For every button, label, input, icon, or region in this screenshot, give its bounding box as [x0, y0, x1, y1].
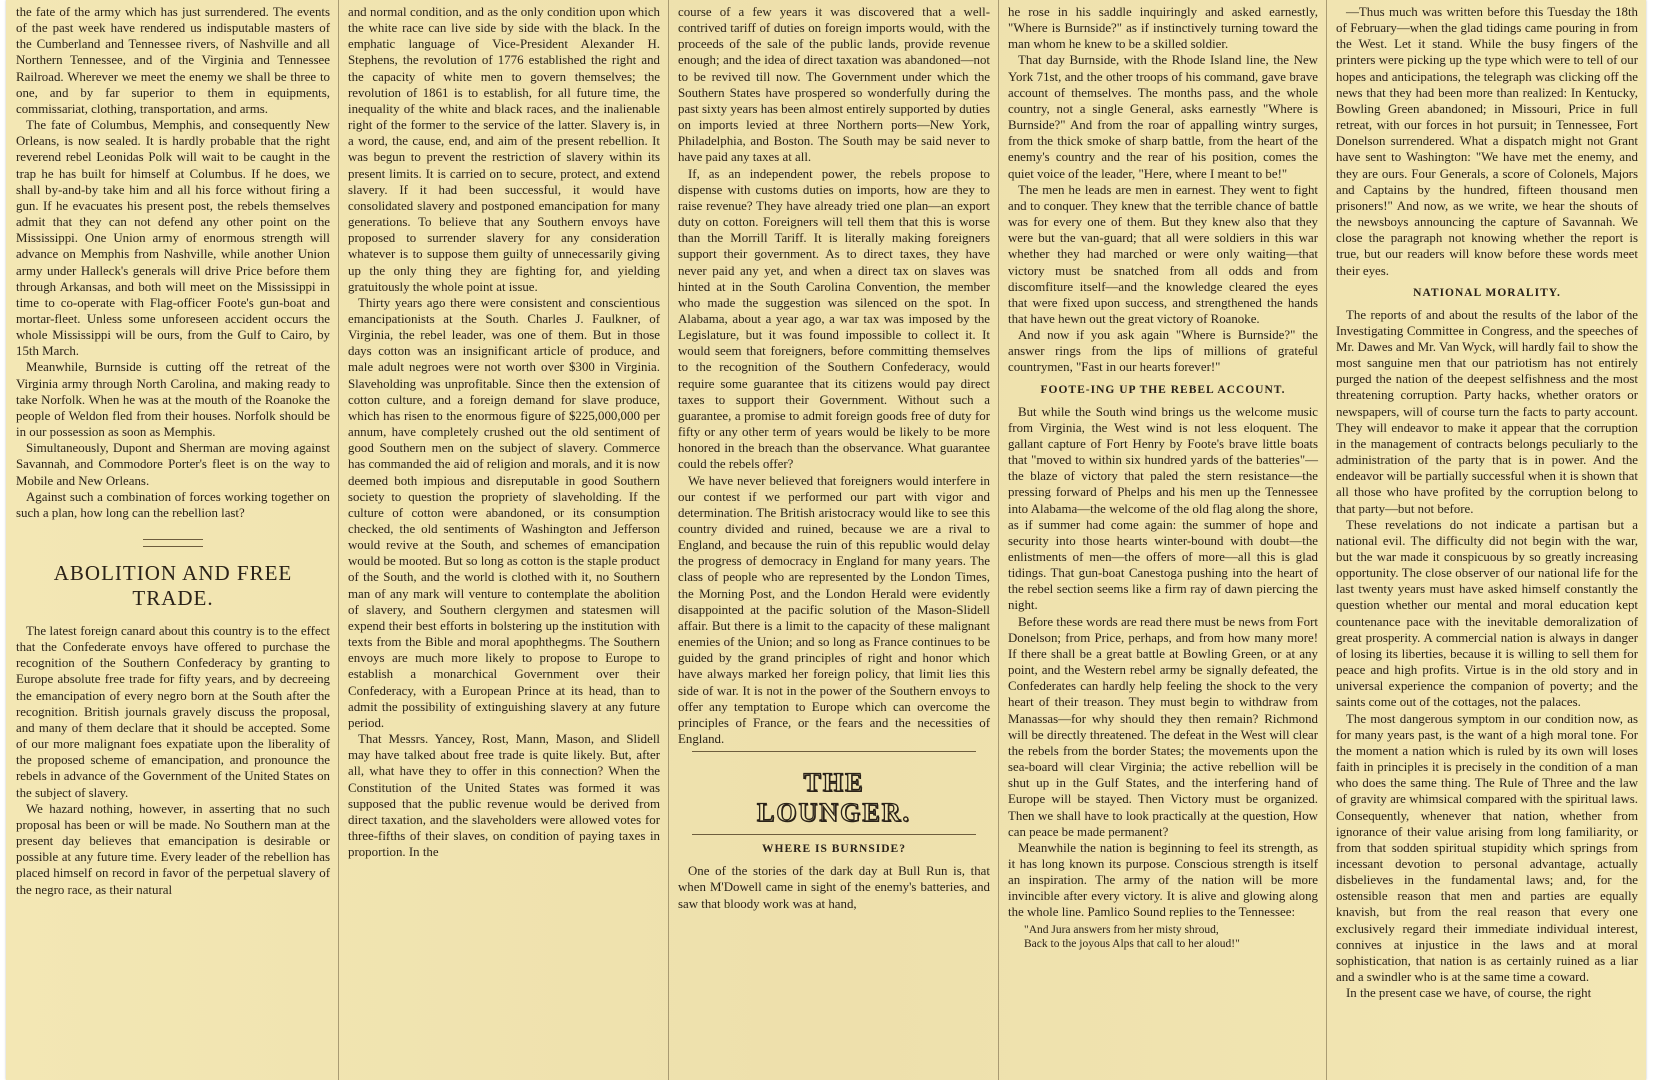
column-3 [668, 0, 998, 1080]
paragraph: One of the stories of the dark day at Bull Run is, that when M'Dowell came in sight of the enemy's batteries, and saw that bloody work was at hand, [678, 864, 990, 911]
paragraph: Before these words are read there must be news from Fort Donelson; from Price, perhaps, and from how many more! If there shall be a great battle at Bowling Green, or at any point, and the Western rebel army be signally defeated, the Confederates can hardly help feeling the shock to the very heart of their treason. They must begin to withdraw from Manassas—for why should they then remain? Richmond will be directly threatened. The defeat in the West will clear the rebels from the border States; the movements upon the sea-board will clear Virginia; the active rebellion will be shut up in the Gulf States, and the interfering hand of Europe will be stayed. Then Victory must be organized. Then we shall have to look practically at the question, How can peace be made permanent? [1008, 614, 1318, 839]
paragraph: If, as an independent power, the rebels propose to dispense with customs duties on imports, how are they to raise revenue? They have already tried one plan—an export duty on cotton. Foreigners will tell them that this is worse than the Morrill Tariff. It is literally making foreigners support their government. As to direct taxes, they have never paid any yet, and when a direct tax on slaves was hinted at in the South Carolina Convention, the member who made the suggestion was silenced on the spot. In Alabama, about a year ago, a war tax was imposed by the Legislature, but it was found impossible to collect it. It would seem that foreigners, before committing themselves to the recognition of the Southern Confederacy, would require some guarantee that its citizens would pay direct taxes to support their Government. Without such a guarantee, a promise to admit foreign goods free of duty for fifty or any other term of years would be likely to be more honored in the breach than the observance. What guarantee could the rebels offer? [678, 166, 990, 472]
paragraph: That day Burnside, with the Rhode Island line, the New York 71st, and the other troops of his command, gave brave account of themselves. The months pass, and the whole country, not a single General, asks earnestly "Where is Burnside?" And from the roar of appalling wintry surges, from the thick smoke of sharp battle, from the heart of the enemy's country and the rear of his position, comes the quiet voice of the leader, "Here, where I meant to be!" [1008, 53, 1318, 181]
poem-line: Back to the joyous Alps that call to her aloud!" [1024, 937, 1240, 950]
paragraph: That Messrs. Yancey, Rost, Mann, Mason, and Slidell may have talked about free trade is quite likely. But, after all, what have they to offer in this connection? When the Constitution of the United States was formed it was supposed that the public revenue would be derived from direct taxation, and the slaveholders were allowed votes for three-fifths of their slaves, on condition of paying taxes in proportion. In the [348, 732, 660, 860]
paragraph: Simultaneously, Dupont and Sherman are moving against Savannah, and Commodore Porter's fleet is on the way to Mobile and New Orleans. [16, 441, 330, 488]
article-heading: ABOLITION AND FREE TRADE. [53, 561, 293, 610]
section-divider [143, 539, 203, 547]
paragraph: Against such a combination of forces working together on such a plan, how long can the rebellion last? [16, 489, 330, 520]
paragraph: —Thus much was written before this Tuesday the 18th of February—when the glad tidings came pouring in from the West. Let it stand. While the busy fingers of the printers were picking up the type which were to tell of our hopes and anticipations, the telegraph was clicking off the news that they had been more than realized: In Kentucky, Bowling Green abandoned; in Missouri, Price in full retreat, with our forces in hot pursuit; in Tennessee, Fort Donelson surrendered. What a dispatch might not Grant have sent to Washington: "We have met the enemy, and they are ours. Four Generals, a score of Colonels, Majors and Captains by the hundred, fifteen thousand men prisoners!" And now, as we write, we hear the shouts of the newsboys announcing the capture of Savannah. We close the paragraph not knowing whether the report is true, but our readers will know before these words meet their eyes. [1336, 5, 1638, 278]
column-2 [338, 0, 668, 1080]
paragraph: course of a few years it was discovered that a well-contrived tariff of duties on foreign imports would, with the proceeds of the sale of the public lands, provide revenue enough; and the idea of direct taxation was abandoned—not to be revived till now. The Government under which the Southern States have prospered so wonderfully during the past sixty years has been almost entirely supported by duties on imports levied at three Northern ports—New York, Philadelphia, and Boston. The South may be said never to have paid any taxes at all. [678, 5, 990, 165]
paragraph: We have never believed that foreigners would interfere in our contest if we performed our part with vigor and determination. The British aristocracy would like to see this country divided and ruined, because we are a rival to England, and because the ruin of this republic would delay the progress of democracy in England for many years. The class of people who are represented by the London Times, the Morning Post, and the London Herald were evidently disappointed at the pacific solution of the Mason-Slidell affair. But there is a limit to the capacity of these malignant enemies of the Union; and so long as France continues to be guided by the grand principles of right and honor which have always marked her foreign policy, that limit lies this side of war. It is not in the power of the Southern envoys to offer any temptation to Europe which can overcome the principles of France, or the fears and the necessities of England. [678, 473, 990, 747]
paragraph: The fate of Columbus, Memphis, and consequently New Orleans, is now sealed. It is hardly probable that the right reverend rebel Leonidas Polk will wait to be caught in the trap he has built for himself at Columbus. If he does, we shall by-and-by take him and all his force without firing a gun. If he evacuates his present post, the rebels themselves admit that they can not defend any other point on the Mississippi. One Union army of enormous strength will advance on Memphis from Nashville, while another Union army under Halleck's generals will drive Price before them through Arkansas, and both will meet on the Mississippi in time to co-operate with Flag-officer Foote's gun-boat and mortar-fleet. Unless some unforeseen accident occurs the whole Mississippi will be ours, from the Gulf to Cairo, by 15th March. [16, 118, 330, 359]
article-subheading: FOOTE-ING UP THE REBEL ACCOUNT. [1040, 383, 1286, 396]
paragraph: These revelations do not indicate a partisan but a national evil. The difficulty did not begin with the war, but the war made it conspicuous by so greatly increasing opportunity. The close observer of our national life for the last twenty years must have asked himself constantly the question whether our mental and moral education kept countenance pace with the inevitable demoralization of great prosperity. A commercial nation is always in danger of losing its liberties, because it is willing to sell them for peace and high profits. Virtue is in the old story and in universal experience the companion of poverty; and the saints come out of the cottages, not the palaces. [1336, 517, 1638, 710]
paragraph: Thirty years ago there were consistent and conscientious emancipationists at the South. Charles J. Faulkner, of Virginia, the rebel leader, was one of them. But in those days cotton was an insignificant article of produce, and male adult negroes were not worth over $300 in Virginia. Slaveholding was unprofitable. Since then the extension of cotton culture, and a foreign demand for slave produce, which has risen to the enormous figure of $225,000,000 per annum, have completely crushed out the old sentiment of good Southern men on the subject of slavery. Commerce has commanded the aid of religion and morals, and it is now deemed both impious and disreputable in good Southern society to question the propriety of slaveholding. If the culture of cotton were abandoned, or its consumption checked, the old sentiments of Washington and Jefferson would revive at the South, and schemes of emancipation would be mooted. But so long as cotton is the staple product of the South, and the world is clothed with it, no Southern man of any mark will venture to contemplate the abolition of slavery, and Southern clergymen and statesmen will expend their best efforts in bolstering up the institution with texts from the Bible and moral apophthegms. The Southern envoys are much more likely to propose to Europe to establish a monarchical Government over their Confederacy, with a European Prince at its head, than to admit the possibility of extinguishing slavery at any future period. [348, 295, 660, 730]
poem-line: "And Jura answers from her misty shroud, [1024, 923, 1219, 936]
paragraph: he rose in his saddle inquiringly and asked earnestly, "Where is Burnside?" as if instinctively turning toward the man whom he knew to be a skilled soldier. [1008, 5, 1318, 52]
paragraph: And now if you ask again "Where is Burnside?" the answer rings from the lips of millions of grateful countrymen, "Fast in our hearts forever!" [1008, 328, 1318, 375]
poem-quote [1024, 923, 1318, 951]
newspaper-page [6, 0, 1646, 1080]
paragraph: But while the South wind brings us the welcome music from Virginia, the West wind is not less eloquent. The gallant capture of Fort Henry by Foote's brave little boats that "moved to within six hundred yards of the batteries"—the blaze of victory that paled the stern resistance—the pressing forward of Phelps and his men up the Tennessee into Alabama—the welcome of the old flag along the shore, as if summer had come again: the summer of hope and security into those hearts winter-bound with doubt—the enlistments of men—the offers of more—all this is glad tidings. That gun-boat Canestoga pushing into the heart of the rebel section seems like a firm ray of dawn piercing the night. [1008, 404, 1318, 613]
section-divider [692, 751, 976, 752]
paragraph: The men he leads are men in earnest. They went to fight and to conquer. They knew that the terrible chance of battle was for every one of them. But they knew also that they were but the van-guard; that all were soldiers in this war whether they had marched or were only waiting—that victory must be snatched from all odds and from discomfiture itself—and the knowledge cleared the eyes that were fixed upon success, and strengthened the hands that have hewn out the great victory of Roanoke. [1008, 182, 1318, 326]
paragraph: The reports of and about the results of the labor of the Investigating Committee in Congress, and the speeches of Mr. Dawes and Mr. Van Wyck, will hardly fail to show the most sanguine men that our patriotism has not entirely purged the nation of the deepest selfishness and the most threatening corruption. Party hacks, whether orators or newspapers, will of course turn the facts to party account. They will endeavor to make it appear that the corruption in the management of contracts belongs peculiarly to the administration of the party that is in power. And the endeavor will be partially successful when it is shown that all those who have profited by the corruption belong to that party—but not before. [1336, 307, 1638, 516]
paragraph: In the present case we have, of course, the right [1346, 986, 1592, 1001]
lounger-title: THE LOUNGER. [757, 768, 911, 828]
article-subheading: WHERE IS BURNSIDE? [762, 843, 906, 856]
paragraph: the fate of the army which has just surrendered. The events of the past week have rendered us indisputable masters of the Cumberland and Tennessee rivers, of Nashville and all Northern Tennessee, and of the Virginia and Tennessee Railroad. Wherever we meet the enemy we shall be three to one, and by far superior to them in equipments, commissariat, clothing, transportation, and arms. [16, 5, 330, 116]
article-subheading: NATIONAL MORALITY. [1413, 286, 1561, 299]
paragraph: The latest foreign canard about this country is to the effect that the Confederate envoys have offered to purchase the recognition of the Southern Confederacy by granting to Europe absolute free trade for fifty years, and by decreeing the emancipation of every negro born at the South after the recognition. British journals gravely discuss the proposal, and many of them declare that it should be accepted. Some of our more malignant foes expatiate upon the liberality of the proposed scheme of emancipation, and pronounce the rebels in advance of the Government of the United States on the subject of slavery. [16, 624, 330, 800]
column-5 [1326, 0, 1646, 1080]
paragraph: Meanwhile the nation is beginning to feel its strength, as it has long known its purpose. Conscious strength is itself an inspiration. The army of the nation will be more invincible after every victory. It is alive and glowing along the whole line. Pamlico Sound replies to the Tennessee: [1008, 840, 1318, 920]
section-divider [692, 834, 976, 835]
paragraph: The most dangerous symptom in our condition now, as for many years past, is the want of a high moral tone. For the moment a nation which is ruled by its own will loses faith in principles it is precisely in the condition of a man who does the same thing. The Rule of Three and the law of gravity are whimsical compared with the spiritual laws. Consequently, whenever that nation, whether from ignorance of their value arising from long familiarity, or from that sodden spiritual stupidity which springs from incessant devotion to personal advantage, actually disbelieves in the fundamental laws; and, for the ostensible reason that men and parties are equally knavish, but from the real reason that every one exclusively regard their immediate individual interest, connives at injustice in the laws and at moral sophistication, that nation is as certainly ruined as a liar and a swindler who is at the same time a coward. [1336, 711, 1638, 985]
column-4 [998, 0, 1326, 1080]
paragraph: and normal condition, and as the only condition upon which the white race can live side by side with the black. In the emphatic language of Vice-President Alexander H. Stephens, the revolution of 1776 established the right and the capacity of white men to govern themselves; the revolution of 1861 is to establish, for all future time, the inequality of the white and black races, and the inalienable right of the former to the service of the latter. Slavery is, in a word, the cause, end, and aim of the present rebellion. It was begun to prevent the restriction of slavery within its present limits. It is carried on to secure, protect, and extend slavery. If it had been successful, it would have consolidated slavery and postponed emancipation for many generations. To believe that any Southern envoys have proposed to surrender slavery for any consideration whatever is to suppose them guilty of unnecessarily giving up the only thing they are fighting for, and yielding gratuitously the whole point at issue. [348, 5, 660, 294]
paragraph: We hazard nothing, however, in asserting that no such proposal has been or will be made. No Southern man at the present day believes that emancipation is desirable or possible at any future time. Every leader of the rebellion has placed himself on record in favor of the perpetual slavery of the negro race, as their natural [16, 801, 330, 897]
paragraph: Meanwhile, Burnside is cutting off the retreat of the Virginia army through North Carolina, and making ready to take Norfolk. When he was at the mouth of the Roanoke the people of Weldon fled from their houses. Norfolk should be in our possession as soon as Memphis. [16, 360, 330, 440]
column-1 [6, 0, 338, 1080]
